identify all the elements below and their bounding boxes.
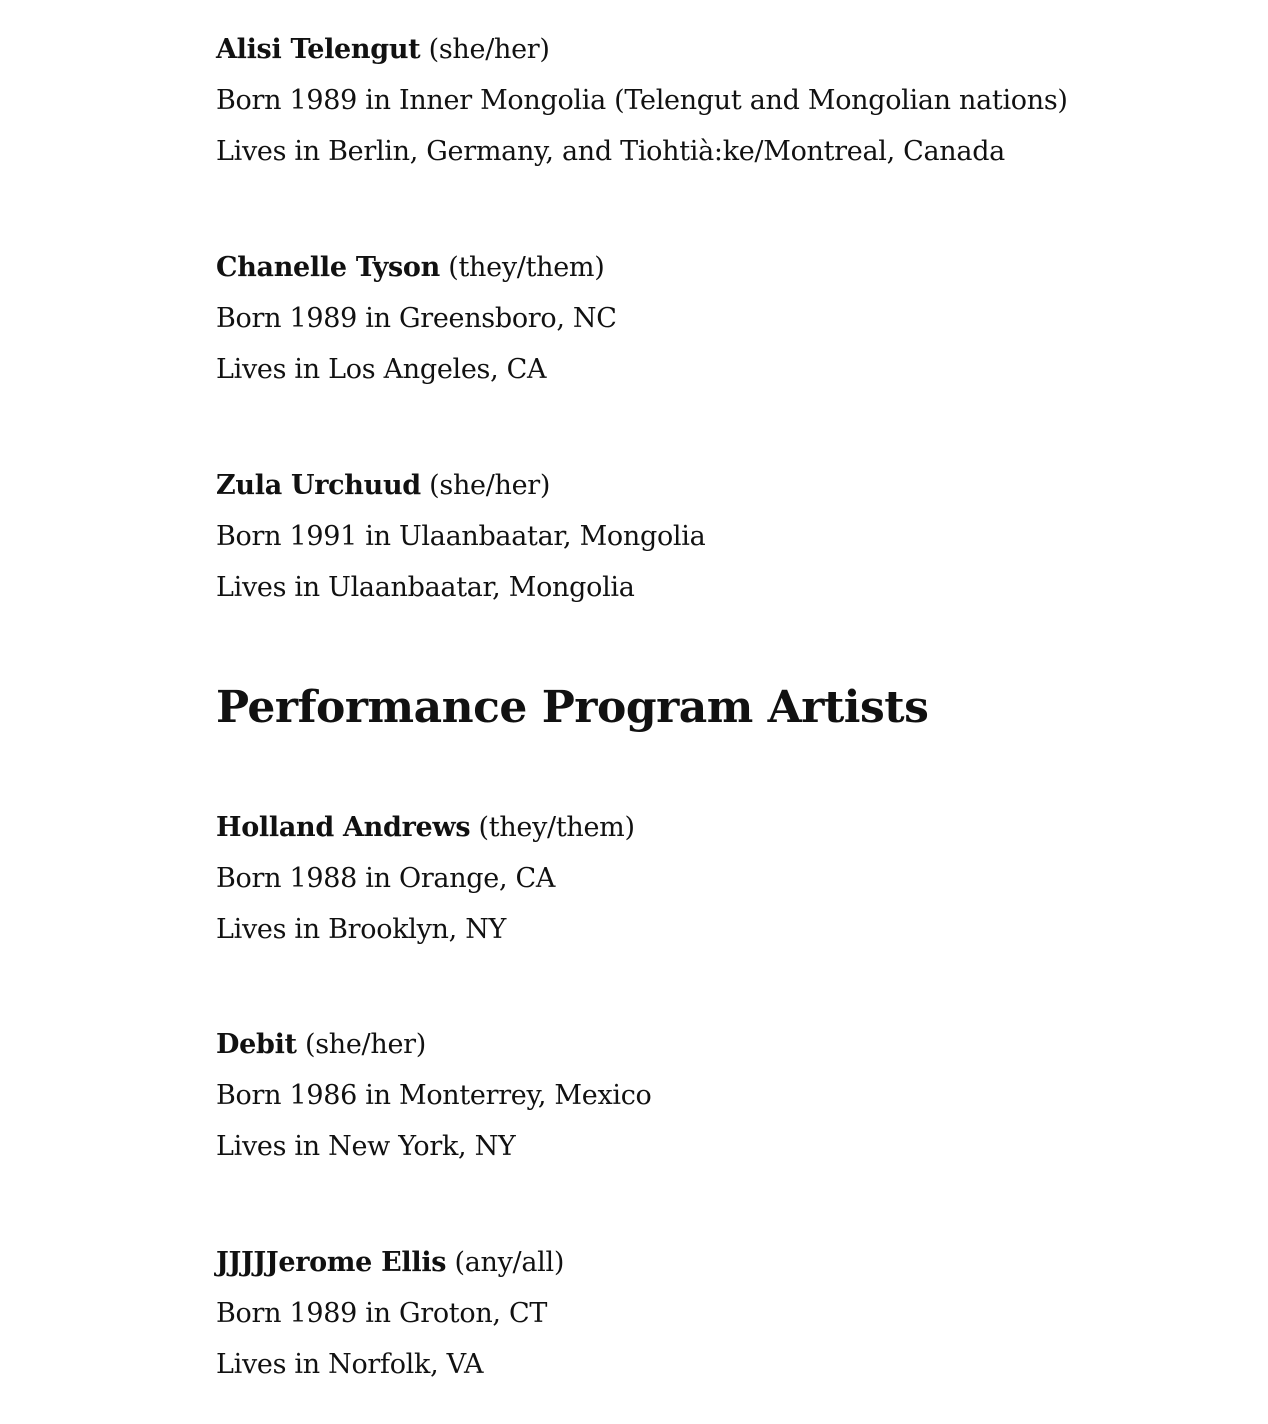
artist-name-line [216, 242, 1216, 293]
artist-name: Chanelle Tyson [216, 252, 440, 283]
artist-birth: Born 1989 in Groton, CT [216, 1298, 548, 1329]
artist-birth: Born 1989 in Greensboro, NC [216, 303, 617, 334]
artist-entry [216, 242, 1216, 395]
artist-residence: Lives in New York, NY [216, 1131, 516, 1162]
artist-name: Holland Andrews [216, 812, 471, 843]
artist-pronouns: (she/her) [305, 1029, 426, 1060]
artist-residence: Lives in Ulaanbaatar, Mongolia [216, 572, 635, 603]
artist-entry [216, 1019, 1216, 1172]
artist-name-line [216, 460, 1216, 511]
artist-name-line [216, 1237, 1216, 1288]
artist-birth: Born 1988 in Orange, CA [216, 863, 556, 894]
artist-name: JJJJJerome Ellis [216, 1247, 447, 1278]
artist-name-line [216, 24, 1216, 75]
artist-birth: Born 1989 in Inner Mongolia (Telengut and Mongolian nations) [216, 85, 1068, 116]
artist-birth: Born 1986 in Monterrey, Mexico [216, 1080, 652, 1111]
artist-name-line [216, 1019, 1216, 1070]
artist-pronouns: (they/them) [448, 252, 605, 283]
artist-name-line [216, 802, 1216, 853]
artist-pronouns: (she/her) [428, 34, 550, 65]
artist-name: Zula Urchuud [216, 470, 421, 501]
section-heading: Performance Program Artists [216, 682, 929, 733]
artist-residence: Lives in Berlin, Germany, and Tiohtià:ke/Montreal, Canada [216, 136, 1005, 167]
artist-residence: Lives in Brooklyn, NY [216, 914, 507, 945]
artist-entry [216, 802, 1216, 955]
artist-name: Debit [216, 1029, 297, 1060]
artist-pronouns: (any/all) [454, 1247, 565, 1278]
artist-pronouns: (she/her) [429, 470, 551, 501]
artist-birth: Born 1991 in Ulaanbaatar, Mongolia [216, 521, 706, 552]
artist-entry [216, 24, 1216, 177]
artist-name: Alisi Telengut [216, 34, 421, 65]
artist-entry [216, 460, 1216, 613]
artist-entry [216, 1237, 1216, 1390]
artist-residence: Lives in Los Angeles, CA [216, 354, 547, 385]
artist-residence: Lives in Norfolk, VA [216, 1349, 484, 1380]
artist-pronouns: (they/them) [478, 812, 635, 843]
